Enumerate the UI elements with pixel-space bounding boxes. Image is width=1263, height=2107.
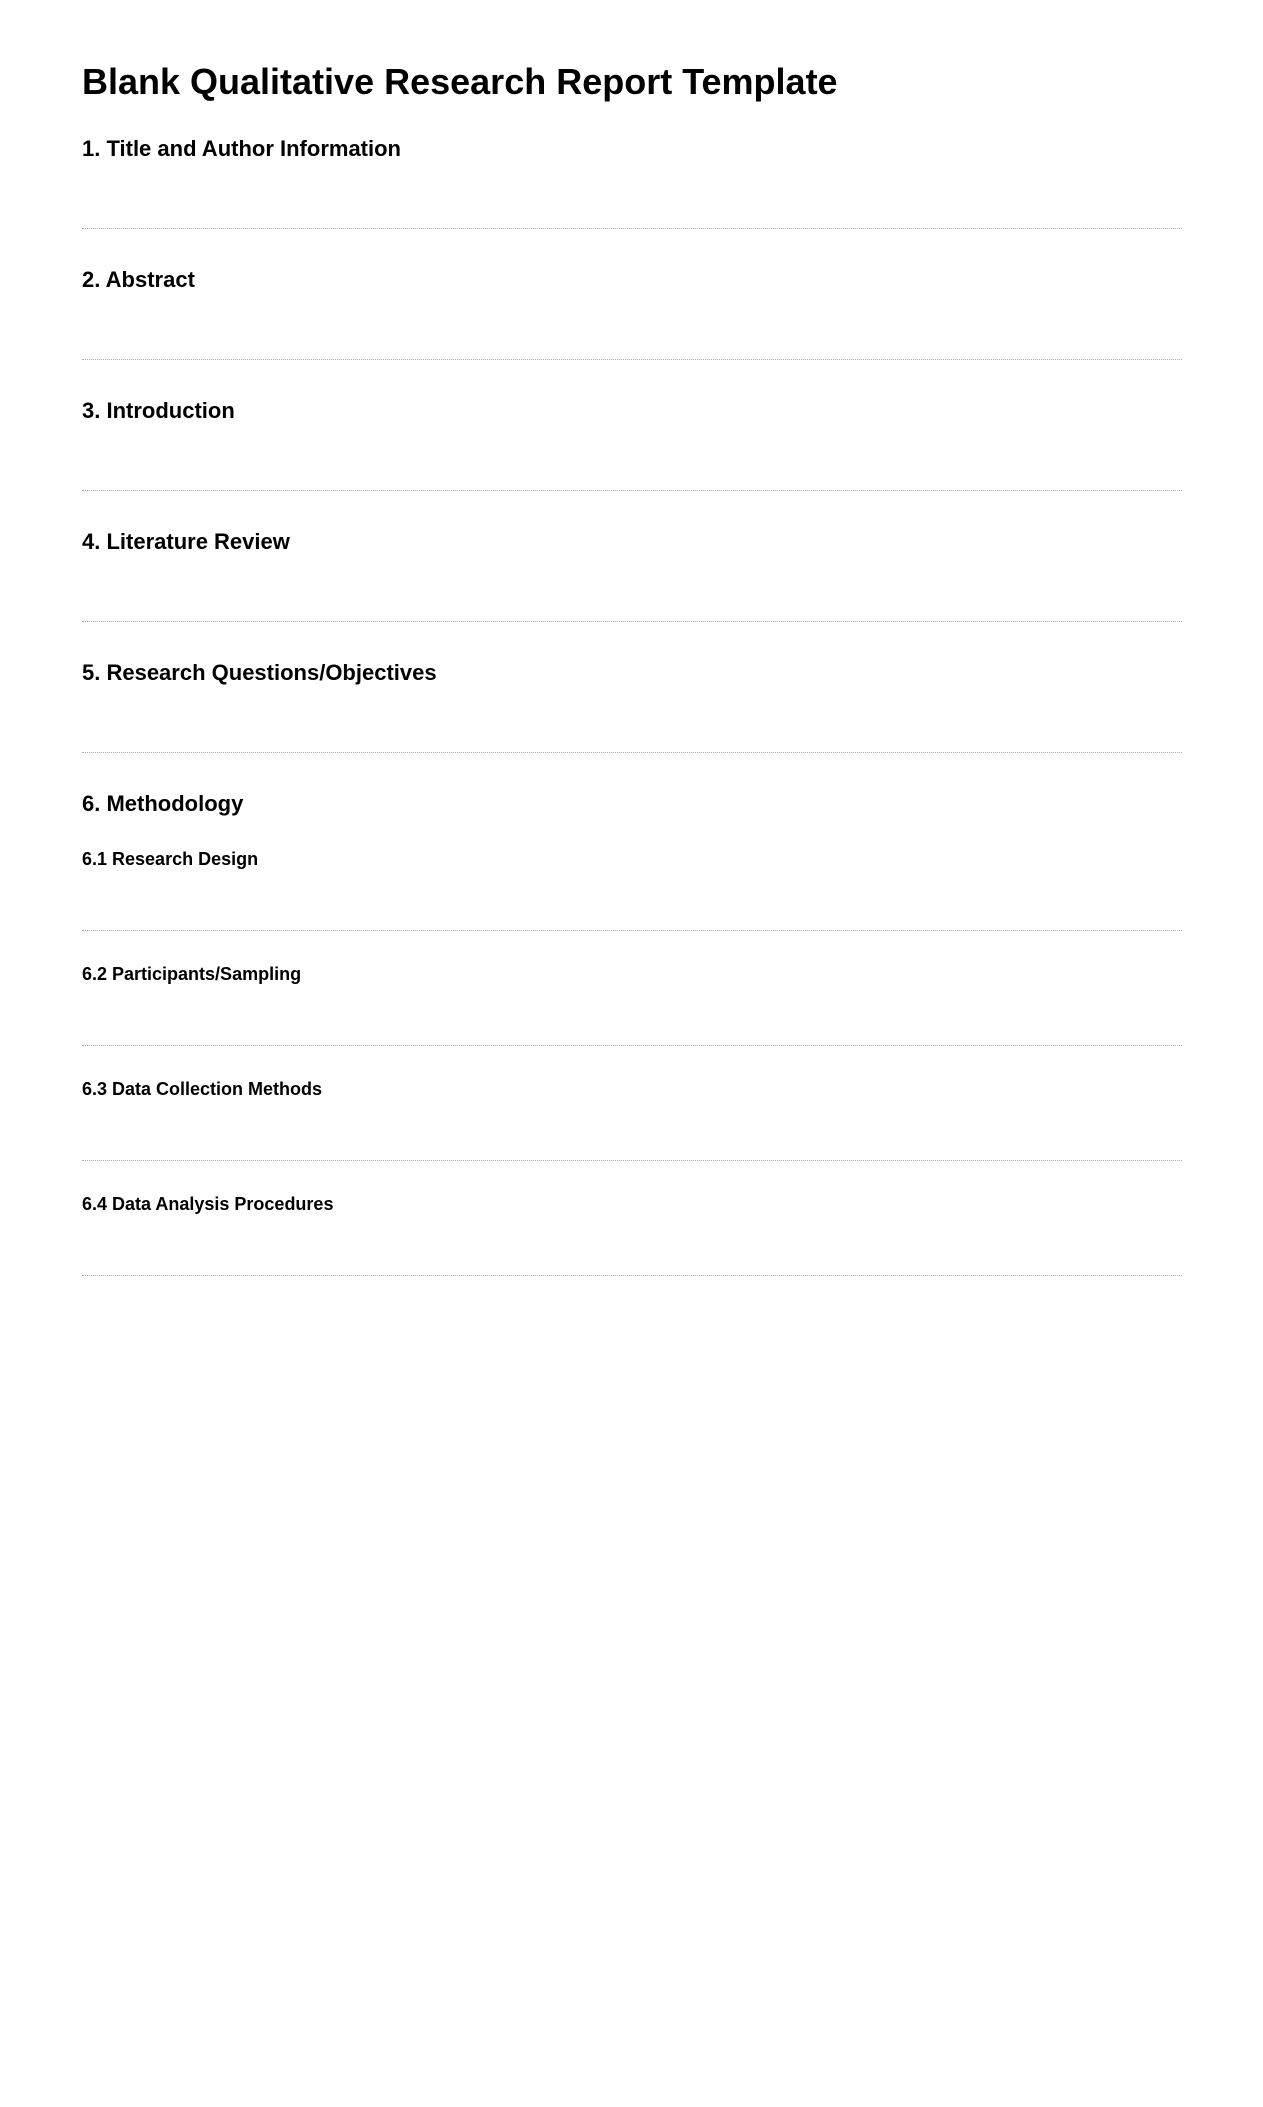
section-title-author-info [82,102,1182,229]
section-heading: 2. Abstract [82,267,195,292]
subsection-data-analysis [82,1161,1182,1276]
subsection-participants-sampling [82,931,1182,1046]
subsection-content-area[interactable] [82,985,1182,1045]
section-content-area[interactable] [82,292,1182,359]
section-content-area[interactable] [82,423,1182,490]
section-content-area[interactable] [82,685,1182,752]
subsection-heading: 6.1 Research Design [82,849,259,869]
section-heading: 6. Methodology [82,791,244,816]
section-introduction [82,360,1182,491]
document-title: Blank Qualitative Research Report Template [82,61,838,102]
subsection-heading: 6.4 Data Analysis Procedures [82,1194,334,1214]
subsection-content-area[interactable] [82,870,1182,930]
subsection-heading: 6.3 Data Collection Methods [82,1079,323,1099]
section-heading: 5. Research Questions/Objectives [82,660,437,685]
subsection-content-area[interactable] [82,1100,1182,1160]
subsection-research-design [82,816,1182,931]
subsection-heading: 6.2 Participants/Sampling [82,964,302,984]
section-abstract [82,229,1182,360]
section-heading: 4. Literature Review [82,529,290,554]
subsection-content-area[interactable] [82,1215,1182,1275]
section-methodology [82,753,1182,1276]
document-page [82,0,1182,1276]
subsection-data-collection [82,1046,1182,1161]
section-literature-review [82,491,1182,622]
section-research-questions [82,622,1182,753]
section-content-area[interactable] [82,554,1182,621]
section-heading: 3. Introduction [82,398,235,423]
section-heading: 1. Title and Author Information [82,136,401,161]
section-content-area[interactable] [82,161,1182,228]
